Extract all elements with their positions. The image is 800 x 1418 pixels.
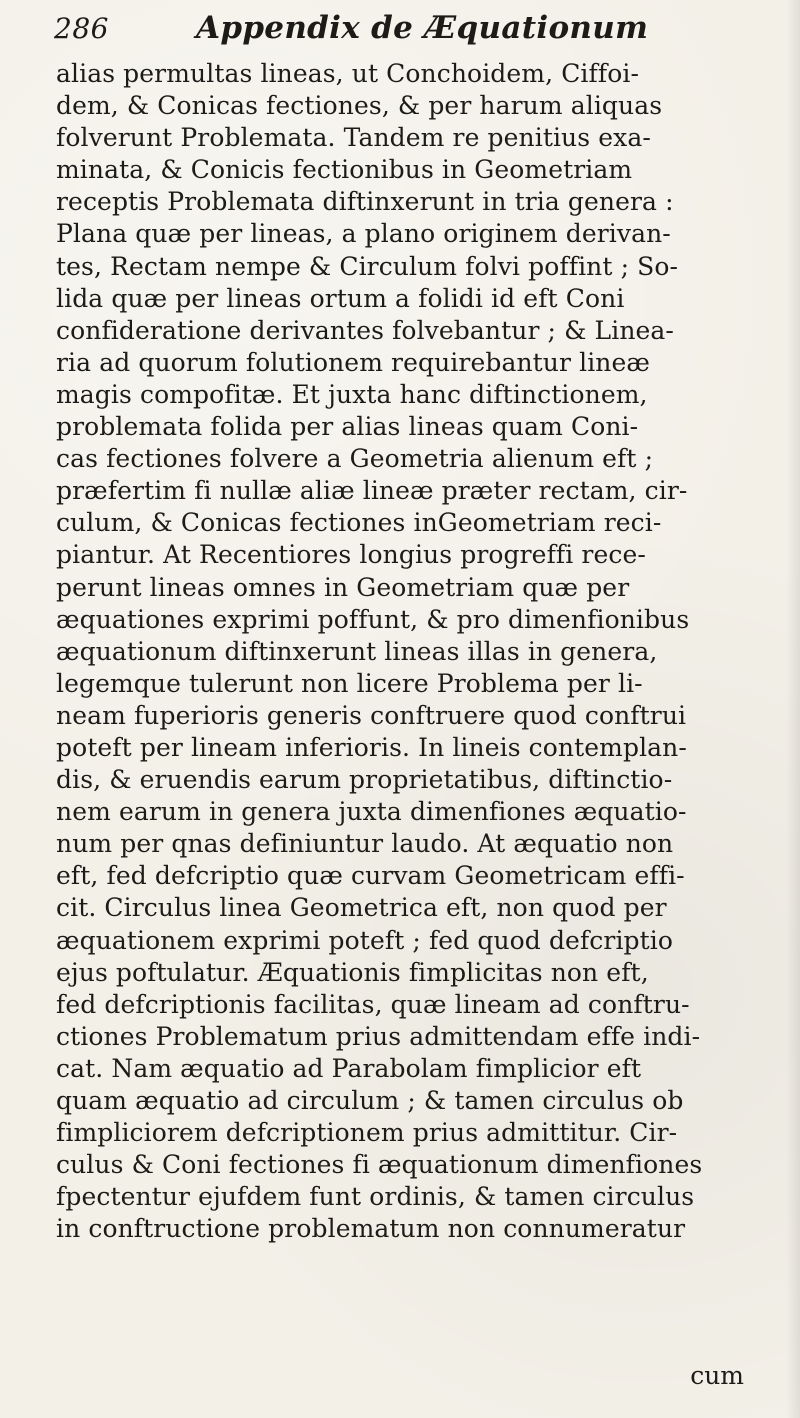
body-text [56,58,746,1245]
text-line: num per qnas definiuntur laudo. At æquatio non [56,829,674,859]
text-line: confideratione derivantes folvebantur ; & Linea- [56,315,674,345]
text-line: ria ad quorum folutionem requirebantur lineæ [56,347,650,377]
text-line: ejus poftulatur. Æquationis fimplicitas non eft, [56,957,649,987]
text-line: alias permultas lineas, ut Conchoidem, Ciffoi- [56,59,640,88]
page-edge-shadow [786,0,800,1418]
text-line: perunt lineas omnes in Geometriam quæ per [56,572,630,602]
text-line: æquationes exprimi poffunt, & pro dimenfionibus [56,604,690,634]
text-line: æquationum diftinxerunt lineas illas in genera, [56,636,658,666]
text-line: minata, & Conicis fectionibus in Geometriam [56,155,633,185]
text-line: poteft per lineam inferioris. In lineis contemplan- [56,732,687,762]
text-line: cas fectiones folvere a Geometria alienum eft ; [56,444,654,474]
page-header [54,10,744,52]
text-line: ctiones Problematum prius admittendam effe indi- [56,1021,701,1051]
text-line: dis, & eruendis earum proprietatibus, diftinctio- [56,765,673,795]
text-line: in conftructione problematum non connumeratur [56,1214,686,1244]
text-line: fimpliciorem defcriptionem prius admittitur. Cir- [56,1118,678,1148]
text-line: tes, Rectam nempe & Circulum folvi poffint ; So- [56,251,679,281]
text-line: piantur. At Recentiores longius progreffi rece- [56,540,646,570]
text-line: fed defcriptionis facilitas, quæ lineam ad conftru- [56,989,690,1019]
text-line: quam æquatio ad circulum ; & tamen circulus ob [56,1086,684,1115]
text-line: præfertim fi nullæ aliæ lineæ præter rectam, cir- [56,476,688,506]
text-line: neam fuperioris generis conftruere quod conftrui [56,700,687,730]
text-line: cit. Circulus linea Geometrica eft, non quod per [56,893,667,923]
text-line: legemque tulerunt non licere Problema per li- [56,668,643,698]
text-line: nem earum in genera juxta dimenfiones æquatio- [56,797,687,827]
text-line: dem, & Conicas fectiones, & per harum aliquas [56,91,663,121]
text-line: lida quæ per lineas ortum a folidi id eft Coni [56,283,625,313]
text-line: culum, & Conicas fectiones inGeometriam reci- [56,508,662,538]
text-line: magis compofitæ. Et juxta hanc diftinctionem, [56,379,648,409]
text-line: culus & Coni fectiones fi æquationum dimenfiones [56,1150,703,1180]
text-line: receptis Problemata diftinxerunt in tria genera : [56,187,674,217]
text-line: fpectentur ejufdem funt ordinis, & tamen circulus [56,1182,695,1212]
page-number: 286 [54,12,109,45]
text-line: cat. Nam æquatio ad Parabolam fimplicior eft [56,1053,642,1083]
text-line: æquationem exprimi poteft ; fed quod defcriptio [56,925,674,955]
text-line: Plana quæ per lineas, a plano originem derivan- [56,219,671,249]
text-line: problemata folida per alias lineas quam Coni- [56,412,639,442]
text-line: folverunt Problemata. Tandem re penitius exa- [56,123,651,153]
catchword: cum [690,1361,744,1390]
running-head: Appendix de Æquationum [196,10,649,46]
text-line: eft, fed defcriptio quæ curvam Geometricam effi- [56,861,685,891]
